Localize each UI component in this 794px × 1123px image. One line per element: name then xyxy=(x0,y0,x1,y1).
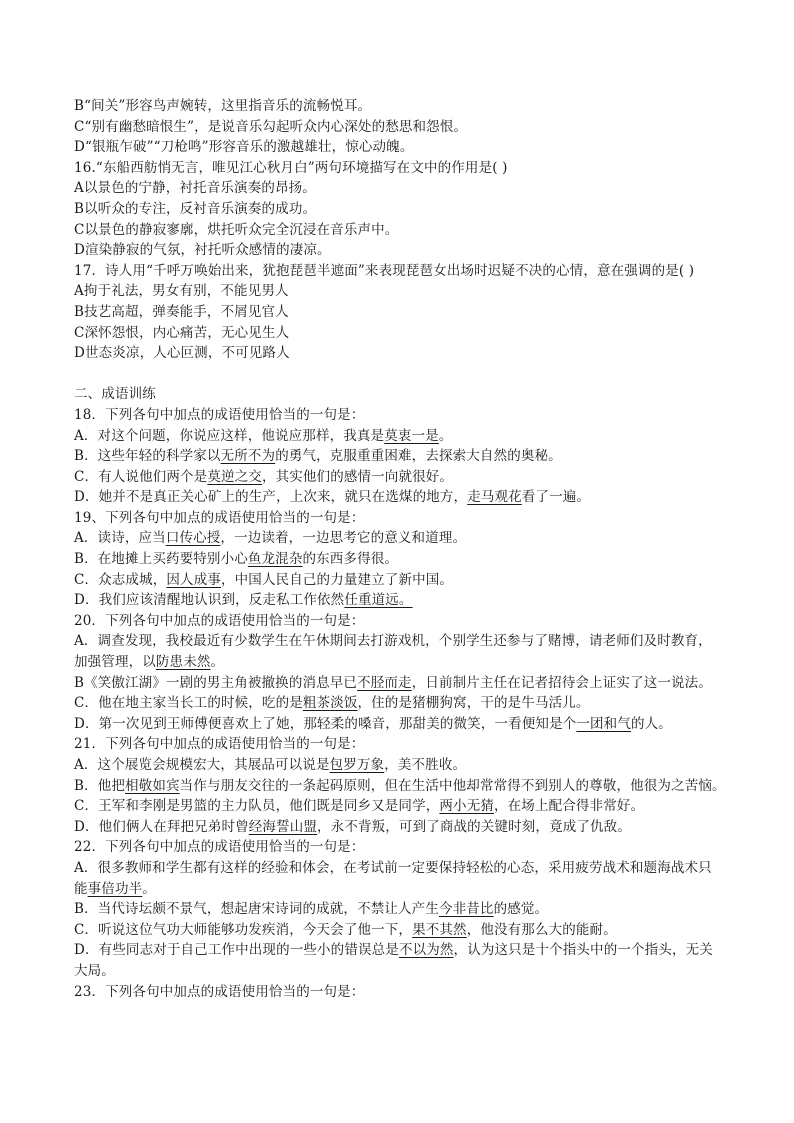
q16-option-b: B以听众的专注，反衬音乐演奏的成功。 xyxy=(74,200,317,217)
q19-option-b: B．在地摊上买药要特别小心鱼龙混杂的东西多得很。 xyxy=(74,551,399,568)
idiom: 口传心授 xyxy=(165,530,221,547)
idiom: 今非昔比 xyxy=(438,901,494,918)
idiom: 因人成事 xyxy=(166,571,221,588)
q17-option-d: D世态炎凉，人心叵测，不可见路人 xyxy=(74,345,290,362)
q22-option-a-line2: 能事倍功半。 xyxy=(74,880,156,897)
idiom: 莫衷一是 xyxy=(384,427,439,444)
q16-option-c: C以景色的静寂寥廓，烘托听众完全沉浸在音乐声中。 xyxy=(74,221,399,238)
q18-option-d: D．她并不是真正关心矿上的生产，上次来，就只在选煤的地方，走马观花看了一遍。 xyxy=(74,489,591,506)
q22-option-c: C．听说这位气功大师能够功发疾消，今天会了他一下，果不其然，他没有那么大的能耐。 xyxy=(74,921,617,938)
q17-option-c: C深怀怨恨，内心痛苦，无心见生人 xyxy=(74,324,290,341)
section-heading: 二、成语训练 xyxy=(74,386,156,403)
q15-option-c: C“别有幽愁暗恨生”，是说音乐勾起听众内心深处的愁思和怨恨。 xyxy=(74,118,468,135)
q17-option-a: A拘于礼法，男女有别，不能见男人 xyxy=(74,283,289,300)
q22-option-b: B．当代诗坛颇不景气，想起唐宋诗词的成就，不禁让人产生今非昔比的感觉。 xyxy=(74,901,549,918)
idiom: 莫逆之交 xyxy=(207,468,262,485)
idiom: 果不其然 xyxy=(412,921,467,938)
q20-option-d: D．第一次见到王师傅便喜欢上了她，那轻柔的嗓音，那甜美的微笑，一看便知是个一团和气的人。 xyxy=(74,715,672,732)
q20-option-a-line2: 加强管理，以防患未然。 xyxy=(74,654,225,671)
q19-stem: 19、下列各句中加点的成语使用恰当的一句是： xyxy=(74,509,365,526)
idiom: 包罗万象 xyxy=(329,757,385,773)
idiom: 防患未然 xyxy=(155,654,211,671)
idiom: 事倍功半 xyxy=(87,880,143,897)
q19-option-a: A．读诗，应当口传心授，一边读着，一边思考它的意义和道理。 xyxy=(74,530,467,547)
q18-stem: 18．下列各句中加点的成语使用恰当的一句是： xyxy=(74,406,365,423)
q22-option-a-line1: A．很多教师和学生都有这样的经验和体会，在考试前一定要保持轻松的心态，采用疲劳战术和题海战术只 xyxy=(74,859,712,876)
q16-stem: 16.“东船西舫悄无言，唯见江心秋月白”两句环境描写在文中的作用是( ) xyxy=(74,159,508,176)
q15-option-b: B“间关”形容鸟声婉转，这里指音乐的流畅悦耳。 xyxy=(74,98,372,114)
q20-option-c: C．他在地主家当长工的时候，吃的是粗茶淡饭，住的是猪棚狗窝，干的是牛马活儿。 xyxy=(74,695,590,712)
idiom: 经海誓山盟 xyxy=(248,818,318,835)
idiom: 相敬如宾 xyxy=(125,777,180,794)
q18-option-b: B．这些年轻的科学家以无所不为的勇气，克服重重困难，去探索大自然的奥秘。 xyxy=(74,448,562,465)
idiom: 无所不为 xyxy=(220,448,276,465)
q21-option-a: A．这个展览会规模宏大，其展品可以说是包罗万象，美不胜收。 xyxy=(74,757,467,773)
idiom: 一团和气 xyxy=(576,715,631,732)
idiom: 粗茶淡饭 xyxy=(302,695,358,712)
q22-option-d-line1: D．有些同志对于自己工作中出现的一些小的错误总是不以为然，认为这只是十个指头中的一个指头，无关 xyxy=(74,942,713,959)
q20-option-b: B《笑傲江湖》一剧的男主角被撤换的消息早已不胫而走，日前制片主任在记者招待会上证实了这一说法。 xyxy=(74,674,712,691)
q18-option-a: A．对这个问题，你说应这样，他说应那样，我真是莫衷一是。 xyxy=(74,427,453,444)
idiom: 两小无猜 xyxy=(439,798,494,815)
q18-option-c: C．有人说他们两个是莫逆之交，其实他们的感情一向就很好。 xyxy=(74,468,454,485)
idiom: 任重道远。 xyxy=(344,592,413,609)
q22-stem: 22．下列各句中加点的成语使用恰当的一句是： xyxy=(74,839,365,856)
idiom: 不以为然 xyxy=(398,942,454,959)
blank-line xyxy=(74,364,734,385)
q20-stem: 20．下列各句中加点的成语使用恰当的一句是： xyxy=(74,612,365,629)
document-page xyxy=(74,96,734,1002)
q16-option-d: D渲染静寂的气氛，衬托听众感情的凄凉。 xyxy=(74,242,331,259)
idiom: 鱼龙混杂 xyxy=(247,551,303,568)
idiom: 走马观花 xyxy=(467,489,522,506)
q19-option-c: C．众志成城，因人成事，中国人民自己的力量建立了新中国。 xyxy=(74,571,454,588)
q20-option-a-line1: A．调查发现，我校最近有少数学生在午休期间去打游戏机，个别学生还参与了赌博，请老师们及时教育， xyxy=(74,633,712,650)
idiom: 不胫而走 xyxy=(357,674,412,691)
q21-option-b: B．他把相敬如宾当作与朋友交往的一条起码原则，但在生活中他却常常得不到别人的尊敬，他很为之苦恼。 xyxy=(74,777,726,794)
q21-option-c: C．王军和李刚是男篮的主力队员，他们既是同乡又是同学，两小无猜，在场上配合得非常好。 xyxy=(74,798,645,815)
q17-stem: 17．诗人用“千呼万唤始出来，犹抱琵琶半遮面”来表现琵琶女出场时迟疑不决的心情，意在强调的是( ) xyxy=(74,262,695,279)
q22-option-d-line2: 大局。 xyxy=(74,962,115,979)
q21-option-d: D．他们俩人在拜把兄弟时曾经海誓山盟，永不背叛，可到了商战的关键时刻，竟成了仇敌。 xyxy=(74,818,631,835)
q15-option-d: D“银瓶乍破”“刀枪鸣”形容音乐的激越雄壮，惊心动魄。 xyxy=(74,139,414,156)
q17-option-b: B技艺高超，弹奏能手，不屑见官人 xyxy=(74,303,289,320)
q21-stem: 21．下列各句中加点的成语使用恰当的一句是： xyxy=(74,736,365,753)
q16-option-a: A以景色的宁静，衬托音乐演奏的昂扬。 xyxy=(74,180,316,197)
q19-option-d: D．我们应该清醒地认识到，反走私工作依然任重道远。 xyxy=(74,592,413,609)
q23-stem: 23．下列各句中加点的成语使用恰当的一句是： xyxy=(74,983,365,1000)
